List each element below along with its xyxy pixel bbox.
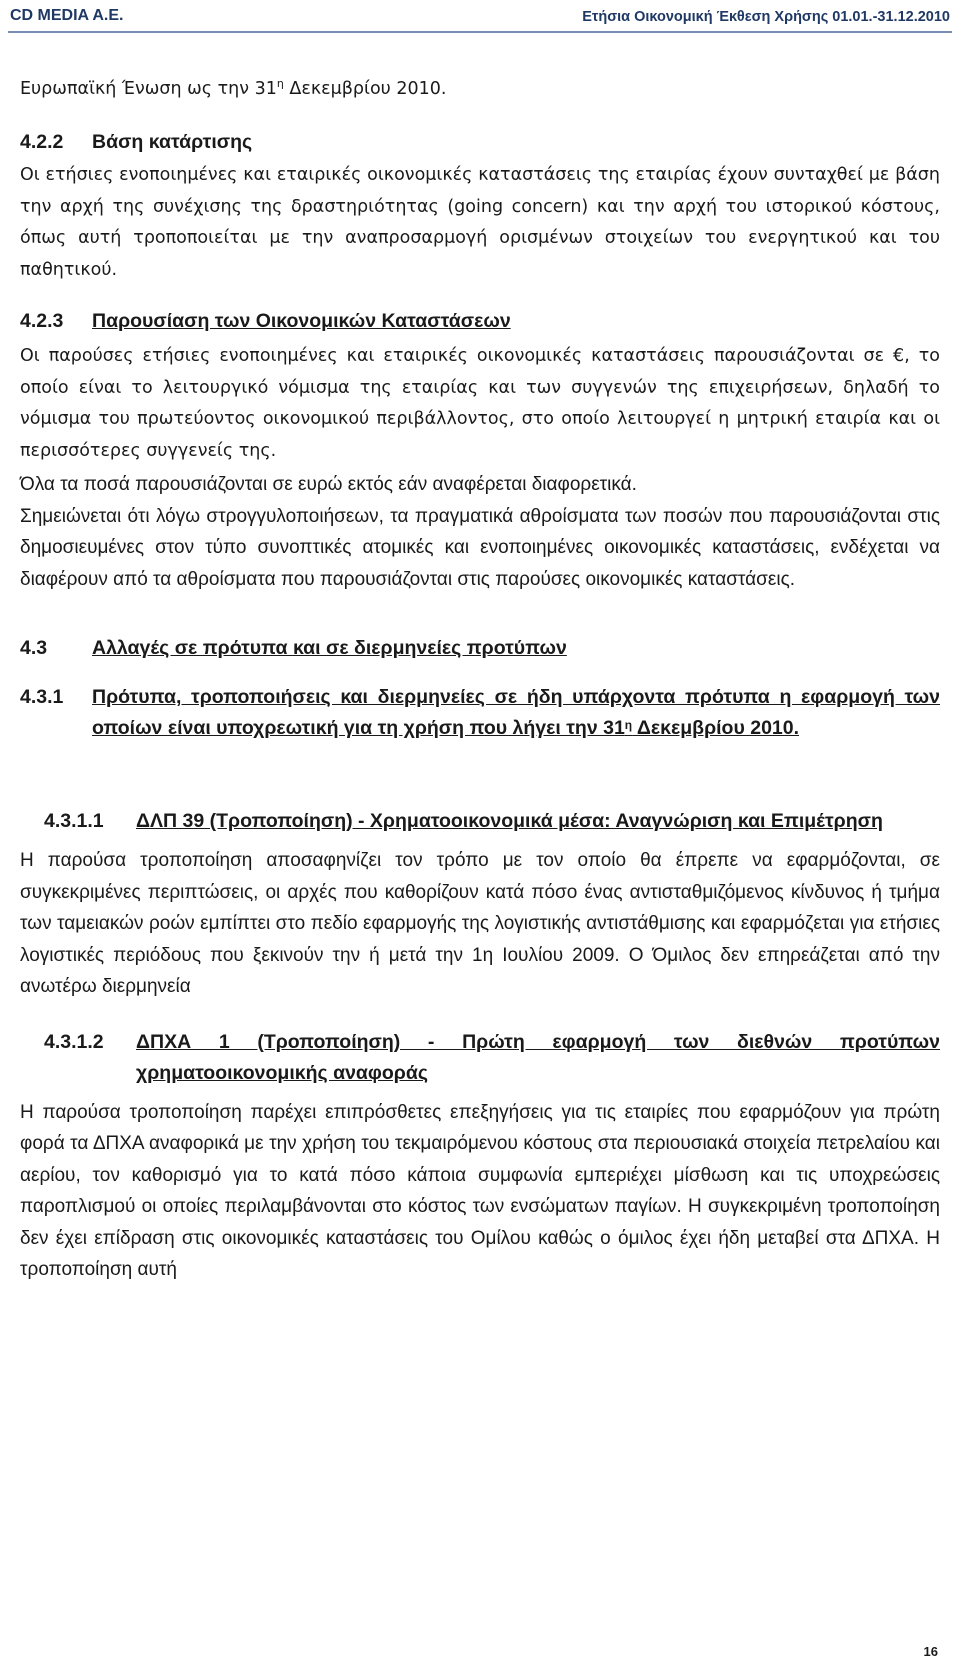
section-title: Αλλαγές σε πρότυπα και σε διερμηνείες προτύπων — [92, 637, 567, 660]
section-4-3-1-heading — [20, 682, 940, 744]
section-title: Βάση κατάρτισης — [92, 131, 253, 154]
section-4-2-3-text-2: Όλα τα ποσά παρουσιάζονται σε ευρώ εκτός εάν αναφέρεται διαφορετικά. — [20, 474, 637, 496]
section-number: 4.3 — [20, 637, 48, 660]
section-number: 4.2.3 — [20, 310, 64, 333]
section-number: 4.3.1.1 — [44, 810, 104, 833]
section-number: 4.3.1 — [20, 686, 64, 709]
section-title: Πρότυπα, τροποποιήσεις και διερμηνείες σε ήδη υπάρχοντα πρότυπα η εφαρμογή των οποίων είναι υποχρεωτική για τη χρήση που λήγει την $31^\eta$ Δεκεμβρίου 2010. — [92, 686, 940, 740]
document-body — [20, 68, 940, 1286]
section-4-2-3-heading — [20, 306, 940, 337]
section-number: 4.2.2 — [20, 131, 64, 154]
section-title: ΔΛΠ 39 (Τροποποίηση) - Χρηματοοικονομικά μέσα: Αναγνώριση και Επιμέτρηση — [136, 810, 883, 833]
section-4-3-1-1-text: Η παρούσα τροποποίηση αποσαφηνίζει τον τρόπο με τον οποίο θα έπρεπε να εφαρμόζονται, σε συγκεκριμένες περιπτώσεις, οι αρχές που καθορίζουν κατά πόσο ένας αντισταθμιζόμενος κίνδυνος ή τμήμα των ταμειακών ροών εμπίπτει στο πεδίο εφαρμογής της λογιστικής αντιστάθμισης και εφαρμόζεται για ετήσιες λογιστικές περιόδους που ξεκινούν την ή μετά την 1η Ιουλίου 2009. Ο Όμιλος δεν επηρεάζεται από την ανωτέρω διερμηνεία — [20, 850, 940, 998]
section-4-3-1-1-heading — [20, 806, 940, 837]
intro-line: Ευρωπαϊκή Ένωση ως την $31^\eta$ Δεκεμβρίου 2010. — [20, 77, 447, 99]
section-4-2-2-heading — [20, 127, 940, 158]
section-number: 4.3.1.2 — [44, 1030, 104, 1053]
company-name: CD MEDIA A.E. — [10, 7, 124, 24]
section-4-3-1-2-heading — [20, 1027, 940, 1089]
section-title: Παρουσίαση των Οικονομικών Καταστάσεων — [92, 310, 511, 333]
section-4-3-1-2-text: Η παρούσα τροποποίηση παρέχει επιπρόσθετες επεξηγήσεις για τις εταιρίες που εφαρμόζουν για πρώτη φορά τα ΔΠΧΑ αναφορικά με την χρήση του τεκμαιρόμενου κόστους στα περιουσιακά στοιχεία πετρελαίου και αερίου, τον καθορισμό για το κατά πόσο κάποια συμφωνία εμπεριέχει μίσθωση και τις υποχρεώσεις παροπλισμού οι οποίες περιλαμβάνονται στο κόστος των ενσώματων παγίων. Η συγκεκριμένη τροποποίηση δεν έχει επίδραση στις οικονομικές καταστάσεις του Ομίλου καθώς ο όμιλος έχει ήδη μεταβεί στα ΔΠΧΑ. Η τροποποίηση αυτή — [20, 1101, 940, 1281]
report-title: Ετήσια Οικονομική Έκθεση Χρήσης 01.01.-31.12.2010 — [582, 9, 950, 25]
section-4-3-heading — [20, 633, 940, 664]
section-title: ΔΠΧΑ 1 (Τροποποίηση) - Πρώτη εφαρμογή των διεθνών προτύπων χρηματοοικονομικής αναφοράς — [136, 1030, 940, 1084]
header-divider — [8, 31, 952, 33]
page-header — [0, 0, 960, 32]
section-4-2-3-text-3: Σημειώνεται ότι λόγω στρογγυλοποιήσεων, τα πραγματικά αθροίσματα των ποσών που παρουσιάζονται στις δημοσιευμένες στον τύπο συνοπτικές ατομικές και ενοποιημένες οικονομικές καταστάσεις, ενδέχεται να διαφέρουν από τα αθροίσματα που παρουσιάζονται στις παρούσες οικονομικές καταστάσεις. — [20, 505, 940, 590]
section-4-2-3-text-1: Οι παρούσες ετήσιες ενοποιημένες και εταιρικές οικονομικές καταστάσεις παρουσιάζονται σε €, το οποίο είναι το λειτουργικό νόμισμα της εταιρίας και των συγγενών της επιχειρήσεων, δηλαδή το νόμισμα του πρωτεύοντος οικονομικού περιβάλλοντος, στο οποίο λειτουργεί η μητρική εταιρία και οι περισσότερες συγγενείς της. — [20, 346, 940, 461]
page-number: 16 — [923, 1644, 938, 1659]
section-4-2-2-text: Οι ετήσιες ενοποιημένες και εταιρικές οικονομικές καταστάσεις της εταιρίας έχουν συνταχθεί με βάση την αρχή της συνέχισης της δραστηριότητας (going concern) και την αρχή του ιστορικού κόστους, όπως αυτή τροποποιείται με την αναπροσαρμογή ορισμένων στοιχείων του ενεργητικού και του παθητικού. — [20, 165, 940, 280]
